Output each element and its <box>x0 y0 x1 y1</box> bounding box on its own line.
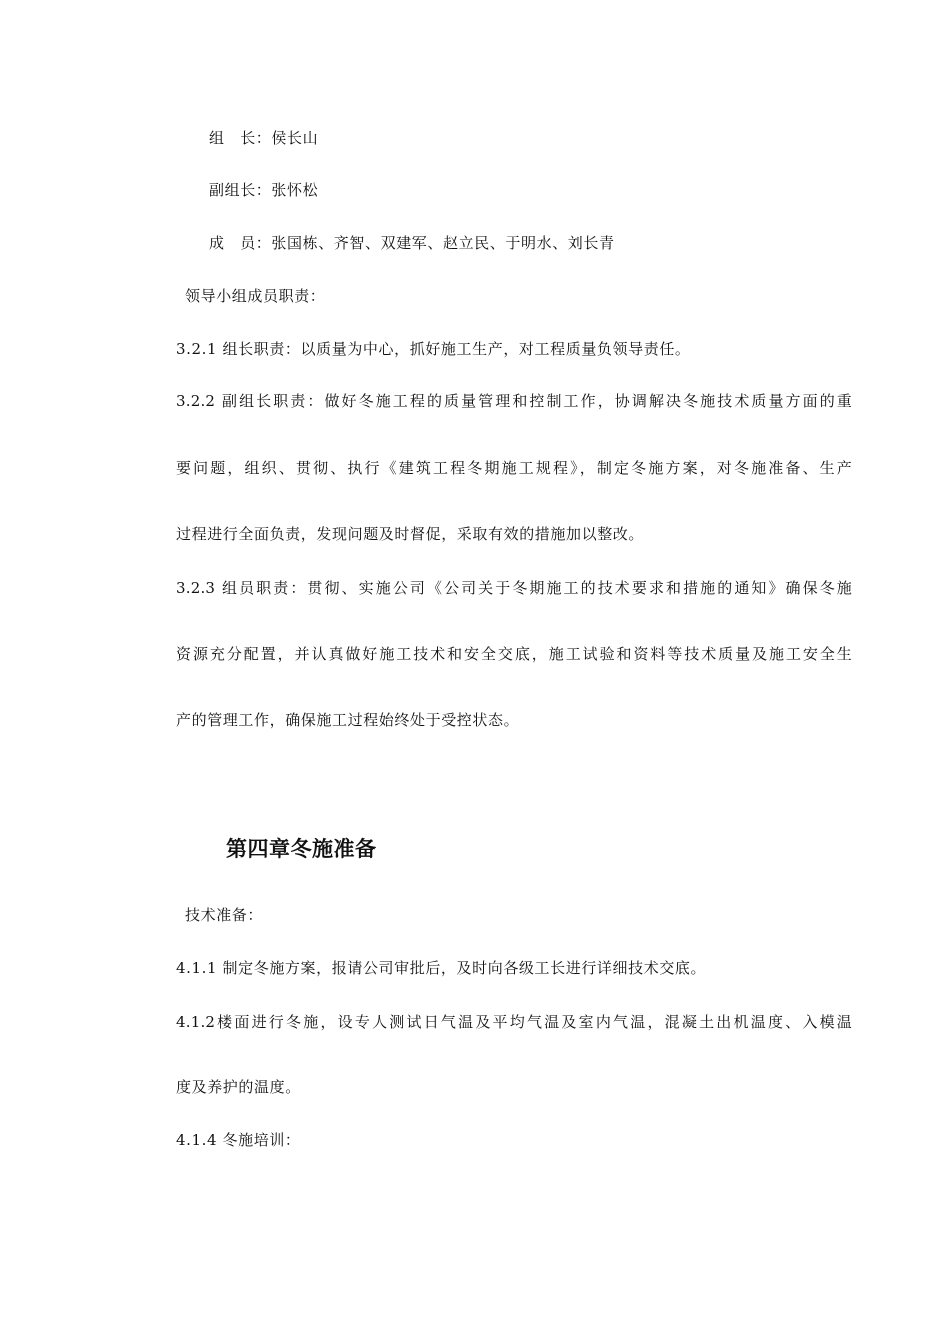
item-3-2-2-line-2: 要问题，组织、贯彻、执行《建筑工程冬期施工规程》，制定冬施方案，对冬施准备、生产 <box>176 459 852 477</box>
duties-heading: 领导小组成员职责： <box>185 287 326 305</box>
item-3-2-2-line-1: 3.2.2 副组长职责：做好冬施工程的质量管理和控制工作，协调解决冬施技术质量方面的重 <box>176 392 852 410</box>
item-3-2-2-line-3: 过程进行全面负责，发现问题及时督促，采取有效的措施加以整改。 <box>176 525 645 543</box>
members-line: 成 员：张国栋、齐智、双建军、赵立民、于明水、刘长青 <box>209 234 615 252</box>
item-4-1-2-line-2: 度及养护的温度。 <box>176 1078 301 1096</box>
deputy-leader-line: 副组长：张怀松 <box>209 181 319 199</box>
tech-prep-heading: 技术准备： <box>185 906 264 924</box>
item-3-2-3-line-3: 产的管理工作，确保施工过程始终处于受控状态。 <box>176 711 520 729</box>
item-4-1-2-line-1: 4.1.2楼面进行冬施，设专人测试日气温及平均气温及室内气温，混凝土出机温度、入模温 <box>176 1013 852 1031</box>
item-4-1-1: 4.1.1 制定冬施方案，报请公司审批后，及时向各级工长进行详细技术交底。 <box>176 959 707 977</box>
chapter-4-title: 第四章冬施准备 <box>226 837 377 861</box>
item-3-2-3-line-2: 资源充分配置，并认真做好施工技术和安全交底，施工试验和资料等技术质量及施工安全生 <box>176 645 852 663</box>
group-leader-line: 组 长：侯长山 <box>209 129 319 147</box>
item-3-2-1: 3.2.1 组长职责：以质量为中心，抓好施工生产，对工程质量负领导责任。 <box>176 340 691 358</box>
item-3-2-3-line-1: 3.2.3 组员职责：贯彻、实施公司《公司关于冬期施工的技术要求和措施的通知》确保冬施 <box>176 579 852 597</box>
item-4-1-4: 4.1.4 冬施培训： <box>176 1131 301 1149</box>
